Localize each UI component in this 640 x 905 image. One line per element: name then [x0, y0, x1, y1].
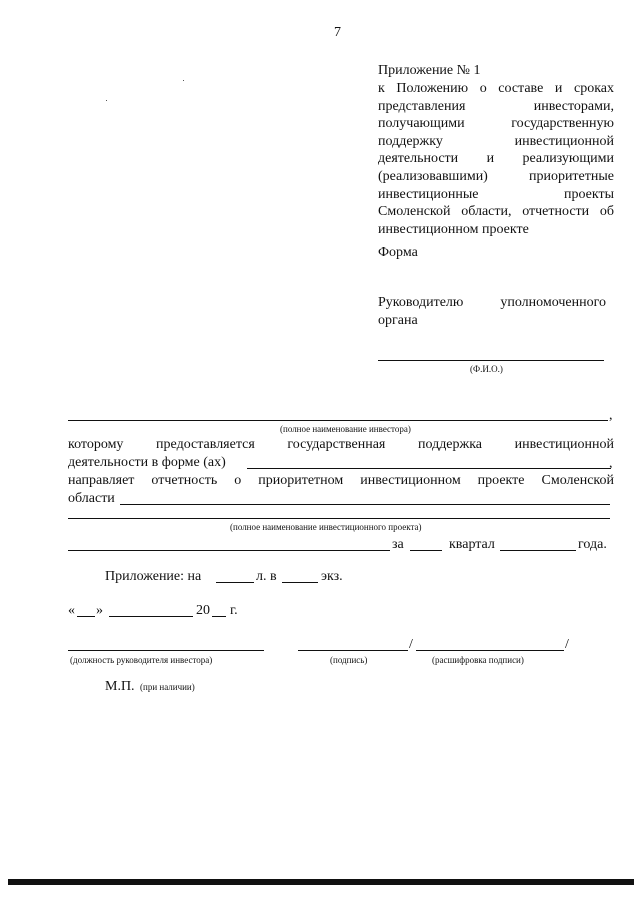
attachment-label: Приложение: на [105, 569, 202, 584]
recipient-line: органа [378, 313, 418, 328]
period-year: года. [578, 537, 607, 552]
appendix-line: получающими государственную [378, 116, 614, 132]
body-line: направляет отчетность о приоритетном инвестиционном проекте Смоленской [68, 473, 614, 488]
appendix-line: Смоленской области, отчетности об [378, 204, 614, 220]
year-number-line[interactable] [500, 550, 576, 551]
appendix-line: (реализовавшими) приоритетные [378, 168, 614, 184]
recipient-line: Руководителю уполномоченного [378, 295, 606, 310]
support-comma: , [609, 456, 613, 471]
appendix-line: поддержку инвестиционной [378, 133, 614, 149]
stamp-note: (при наличии) [140, 682, 195, 692]
scan-speck [106, 100, 107, 101]
page-number: 7 [334, 25, 341, 40]
appendix-line: представления инвесторами, [378, 98, 614, 114]
appendix-line: деятельности и реализующими [378, 151, 614, 167]
stamp-mp: М.П. [105, 679, 135, 694]
appendix-block [378, 62, 614, 238]
fio-underline[interactable] [378, 360, 604, 361]
date-year-line[interactable] [212, 616, 226, 617]
support-form-line[interactable] [247, 468, 611, 469]
decoding-line[interactable] [416, 650, 564, 651]
appendix-line: инвестиционном проекте [378, 221, 529, 237]
period-za: за [392, 537, 404, 552]
date-day-line[interactable] [77, 616, 95, 617]
date-close-quote: » [96, 603, 103, 618]
body-line: области [68, 491, 115, 506]
quarter-number-line[interactable] [410, 550, 442, 551]
appendix-line: инвестиционные проекты [378, 186, 614, 202]
project-caption: (полное наименование инвестиционного проекта) [230, 522, 422, 532]
fio-caption: (Ф.И.О.) [470, 364, 503, 374]
project-name-line-cont[interactable] [68, 550, 390, 551]
attachment-copies: экз. [321, 569, 343, 584]
date-year-suffix: г. [230, 603, 238, 618]
investor-comma: , [609, 408, 613, 423]
decoding-caption: (расшифровка подписи) [432, 655, 524, 665]
date-open-quote: « [68, 603, 75, 618]
date-month-line[interactable] [109, 616, 193, 617]
region-line[interactable] [120, 504, 610, 505]
position-line[interactable] [68, 650, 264, 651]
period-quarter: квартал [449, 537, 495, 552]
attachment-pages-line[interactable] [216, 582, 254, 583]
scan-speck [183, 80, 184, 81]
appendix-title: Приложение № 1 [378, 63, 481, 78]
attachment-pages: л. в [256, 569, 277, 584]
investor-name-line[interactable] [68, 420, 608, 421]
appendix-line: к Положению о составе и сроках [378, 81, 614, 96]
signature-line[interactable] [298, 650, 408, 651]
form-label: Форма [378, 245, 418, 260]
body-line: которому предоставляется государственная поддержка инвестиционной [68, 437, 614, 452]
decoding-slash: / [565, 637, 569, 652]
investor-caption: (полное наименование инвестора) [280, 424, 411, 434]
project-name-line[interactable] [68, 518, 610, 519]
date-year-prefix: 20 [196, 603, 210, 618]
signature-caption: (подпись) [330, 655, 368, 665]
attachment-copies-line[interactable] [282, 582, 318, 583]
scan-edge-bar [8, 879, 634, 885]
signature-slash: / [409, 637, 413, 652]
position-caption: (должность руководителя инвестора) [70, 655, 213, 665]
body-line: деятельности в форме (ах) [68, 455, 226, 470]
